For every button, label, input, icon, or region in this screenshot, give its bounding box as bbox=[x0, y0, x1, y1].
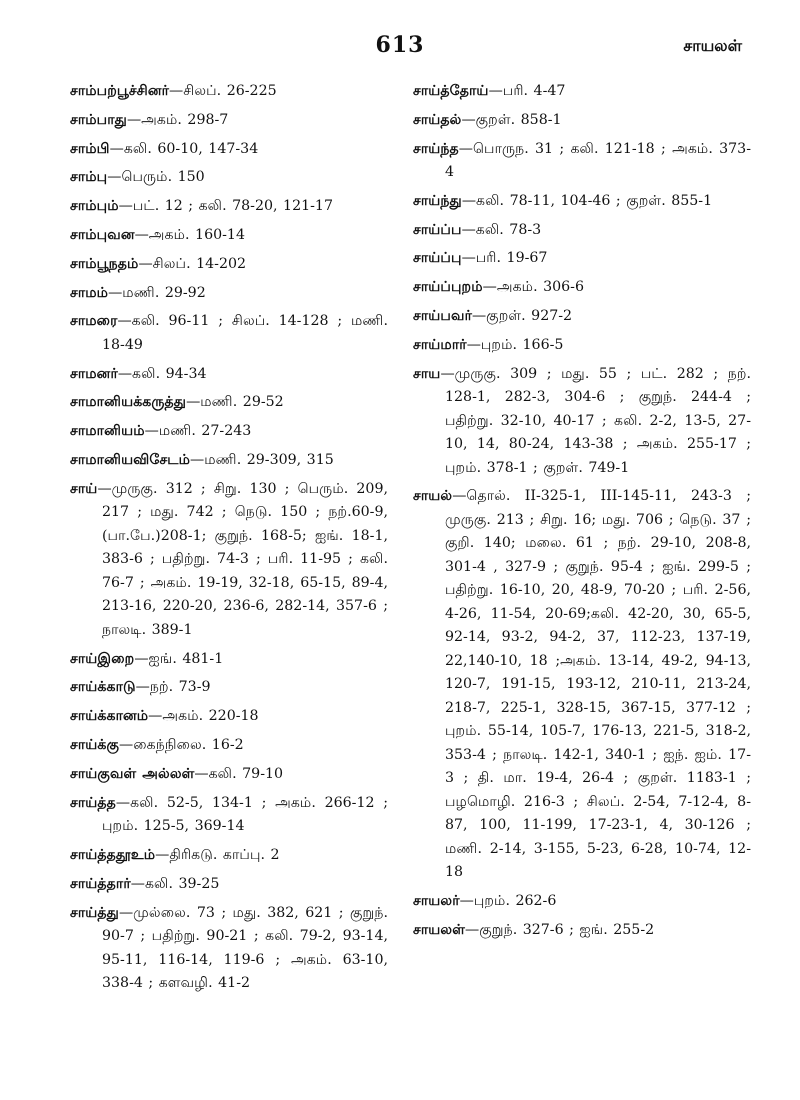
entry-references: —முல்லை. 73 ; மது. 382, 621 ; குறுந். 90-7 ; பதிற்று. 90-21 ; கலி. 79-2, 93-14, 95-11, 116-14, 119-6 ; அகம். 63-10, 338-4 ; களவழி. 41-2 bbox=[102, 904, 388, 992]
entry-references: —மணி. 29-309, 315 bbox=[190, 452, 334, 469]
entry-headword: சாம்பாது bbox=[70, 111, 127, 128]
index-entry bbox=[70, 109, 388, 133]
entry-references: —கலி. 78-3 bbox=[461, 221, 542, 238]
entry-headword: சாம்பூநதம் bbox=[70, 255, 139, 272]
entry-references: —கலி. 78-11, 104-46 ; குறள். 855-1 bbox=[461, 192, 713, 209]
entry-references: —கலி. 79-10 bbox=[194, 765, 284, 782]
entry-references: —மணி. 29-52 bbox=[186, 394, 284, 411]
entry-references: —அகம். 306-6 bbox=[482, 279, 584, 296]
index-entry bbox=[413, 219, 751, 243]
index-entry bbox=[413, 190, 751, 214]
entry-headword: சாமனர் bbox=[70, 365, 118, 382]
entry-references: —மணி. 27-243 bbox=[144, 423, 252, 440]
entry-headword: சாயலள் bbox=[413, 922, 466, 939]
entry-references: —மணி. 29-92 bbox=[108, 284, 206, 301]
entry-references: —சிலப். 14-202 bbox=[138, 255, 247, 272]
entry-headword: சாய்க்கு bbox=[70, 737, 120, 754]
index-entry bbox=[70, 391, 388, 415]
entry-references: —பட். 12 ; கலி. 78-20, 121-17 bbox=[118, 198, 333, 215]
entry-headword: சாயல் bbox=[413, 488, 453, 505]
index-entry bbox=[70, 705, 388, 729]
entry-headword: சாமானியம் bbox=[70, 423, 145, 440]
index-entry bbox=[70, 873, 388, 897]
entry-headword: சாய்த்து bbox=[70, 904, 119, 921]
entry-references: —திரிகடு. காப்பு. 2 bbox=[155, 846, 280, 863]
entry-references: —கலி. 96-11 ; சிலப். 14-128 ; மணி. 18-49 bbox=[102, 313, 388, 353]
entry-references: —நற். 73-9 bbox=[135, 679, 211, 696]
entry-headword: சாய்த்தார் bbox=[70, 875, 131, 892]
entry-headword: சாய்த்த bbox=[70, 794, 116, 811]
index-entry bbox=[70, 449, 388, 473]
entry-references: —குறள். 927-2 bbox=[471, 308, 573, 325]
entry-references: —பரி. 4-47 bbox=[488, 83, 566, 99]
entry-references: —ஐங். 481-1 bbox=[134, 650, 224, 667]
running-head: சாயலள் bbox=[683, 36, 742, 55]
index-entry bbox=[70, 282, 388, 306]
entry-headword: சாய்ந்து bbox=[413, 192, 462, 209]
entry-references: —முருகு. 312 ; சிறு. 130 ; பெரும். 209, 217 ; மது. 742 ; நெடு. 150 ; நற்.60-9,(பா.பே.)208-1; குறுந். 168-5; ஐங். 18-1, 383-6 ; பதிற்று. 74-3 ; பரி. 11-95 ; கலி. 76-7 ; அகம். 19-19, 32-18, 65-15, 89-4, 213-16, 220-20, 236-6, 282-14, 357-6 ; நாலடி. 389-1 bbox=[97, 480, 388, 638]
index-entry bbox=[70, 138, 388, 162]
entry-headword: சாம்பி bbox=[70, 140, 110, 157]
index-entry bbox=[70, 676, 388, 700]
entry-references: —கலி. 39-25 bbox=[130, 875, 220, 892]
index-entry bbox=[413, 138, 751, 185]
entry-headword: சாய்பவர் bbox=[413, 308, 472, 325]
entry-references: —அகம். 220-18 bbox=[148, 708, 259, 725]
entry-references: —அகம். 160-14 bbox=[134, 226, 245, 243]
entry-references: —சிலப். 26-225 bbox=[169, 83, 277, 99]
index-entry bbox=[413, 305, 751, 329]
left-column bbox=[70, 80, 388, 1001]
entry-headword: சாமானியவிசேடம் bbox=[70, 452, 191, 469]
entry-headword: சாமம் bbox=[70, 284, 109, 301]
index-entry bbox=[70, 902, 388, 996]
entry-references: —தொல். II-325-1, III-145-11, 243-3 ; முருகு. 213 ; சிறு. 16; மது. 706 ; நெடு. 37 ; குறி. 140; மலை. 61 ; நற். 29-10, 208-8, 301-4 , 327-9 ; குறுந். 95-4 ; ஐங். 299-5 ; பதிற்று. 16-10, 20, 48-9, 70-20 ; பரி. 2-56, 4-26, 11-54, 20-69;கலி. 42-20, 30, 65-5, 92-14, 93-2, 94-2, 37, 112-23, 137-19, 22,140-10, 18 ;அகம். 13-14, 49-2, 94-13, 120-7, 191-15, 193-12, 210-11, 213-24, 218-7, 225-1, 328-15, 367-15, 377-12 ; புறம். 55-14, 105-7, 176-13, 221-5, 318-2, 353-4 ; நாலடி. 142-1, 340-1 ; ஐந். ஐம். 17-3 ; தி. மா. 19-4, 26-4 ; குறள். 1183-1 ; பழமொழி. 216-3 ; சிலப். 2-54, 7-12-4, 8-87, 100, 11-199, 17-23-1, 4, 30-126 ; மணி. 2-14, 3-155, 5-23, 6-28, 10-74, 12-18 bbox=[445, 488, 751, 881]
index-entry bbox=[70, 363, 388, 387]
entry-headword: சாய்ப்புறம் bbox=[413, 279, 483, 296]
entry-references: —கைந்நிலை. 16-2 bbox=[119, 737, 244, 754]
index-entry bbox=[70, 763, 388, 787]
index-entry bbox=[70, 253, 388, 277]
entry-references: —அகம். 298-7 bbox=[126, 111, 229, 128]
entry-references: —புறம். 166-5 bbox=[466, 336, 564, 353]
index-entry bbox=[70, 80, 388, 104]
entry-headword: சாய்த்ததூஉம் bbox=[70, 846, 156, 863]
entry-headword: சாமானியக்கருத்து bbox=[70, 394, 187, 411]
entry-headword: சாய்க்கானம் bbox=[70, 708, 149, 725]
index-entry bbox=[70, 166, 388, 190]
page-number: 613 bbox=[375, 32, 425, 58]
index-entry bbox=[70, 734, 388, 758]
entry-headword: சாய்மார் bbox=[413, 336, 467, 353]
index-entry bbox=[413, 247, 751, 271]
entry-headword: சாய்ப்பு bbox=[413, 250, 462, 267]
index-entry bbox=[413, 919, 751, 943]
entry-references: —குறள். 858-1 bbox=[461, 111, 562, 128]
entry-references: —பொருந. 31 ; கலி. 121-18 ; அகம். 373-4 bbox=[445, 140, 751, 181]
entry-headword: சாய்ந்த bbox=[413, 140, 459, 157]
entry-headword: சாம்புவன bbox=[70, 226, 135, 243]
entry-references: —கலி. 52-5, 134-1 ; அகம். 266-12 ; புறம். 125-5, 369-14 bbox=[102, 794, 388, 835]
entry-references: —கலி. 60-10, 147-34 bbox=[109, 140, 259, 157]
index-entry bbox=[413, 890, 751, 914]
entry-references: —பரி. 19-67 bbox=[461, 250, 548, 267]
right-column bbox=[413, 80, 751, 948]
entry-headword: சாய்க்காடு bbox=[70, 679, 136, 696]
index-entry bbox=[70, 420, 388, 444]
entry-headword: சாய்குவள் அல்லள் bbox=[70, 765, 195, 782]
entry-headword: சாய bbox=[413, 365, 441, 382]
entry-references: —பெரும். 150 bbox=[107, 169, 205, 186]
index-entry bbox=[70, 195, 388, 219]
entry-references: —குறுந். 327-6 ; ஐங். 255-2 bbox=[465, 922, 655, 939]
entry-headword: சாமரை bbox=[70, 313, 118, 330]
entry-headword: சாம்பு bbox=[70, 169, 108, 186]
index-entry bbox=[413, 334, 751, 358]
index-entry bbox=[413, 485, 751, 885]
index-entry bbox=[70, 844, 388, 868]
entry-headword: சாய்தல் bbox=[413, 111, 462, 128]
index-entry bbox=[70, 478, 388, 643]
index-entry bbox=[413, 109, 751, 133]
index-entry bbox=[70, 648, 388, 672]
index-entry bbox=[70, 792, 388, 839]
entry-headword: சாய் bbox=[70, 480, 98, 497]
index-entry bbox=[413, 80, 751, 104]
entry-headword: சாயலர் bbox=[413, 893, 460, 910]
entry-references: —புறம். 262-6 bbox=[459, 893, 557, 910]
index-entry bbox=[70, 224, 388, 248]
entry-references: —கலி. 94-34 bbox=[117, 365, 207, 382]
entry-headword: சாம்பற்பூச்சினர் bbox=[70, 83, 170, 99]
index-entry bbox=[413, 363, 751, 481]
entry-headword: சாம்பும் bbox=[70, 198, 119, 215]
entry-references: —முருகு. 309 ; மது. 55 ; பட். 282 ; நற். 128-1, 282-3, 304-6 ; குறுந். 244-4 ; பதிற்று. 32-10, 40-17 ; கலி. 2-2, 13-5, 27-10, 14, 80-24, 143-38 ; அகம். 255-17 ; புறம். 378-1 ; குறள். 749-1 bbox=[440, 365, 751, 476]
index-entry bbox=[413, 276, 751, 300]
entry-headword: சாய்இறை bbox=[70, 650, 135, 667]
entry-headword: சாய்ப்ப bbox=[413, 221, 462, 238]
index-entry bbox=[70, 310, 388, 357]
entry-headword: சாய்த்தோய் bbox=[413, 83, 489, 99]
